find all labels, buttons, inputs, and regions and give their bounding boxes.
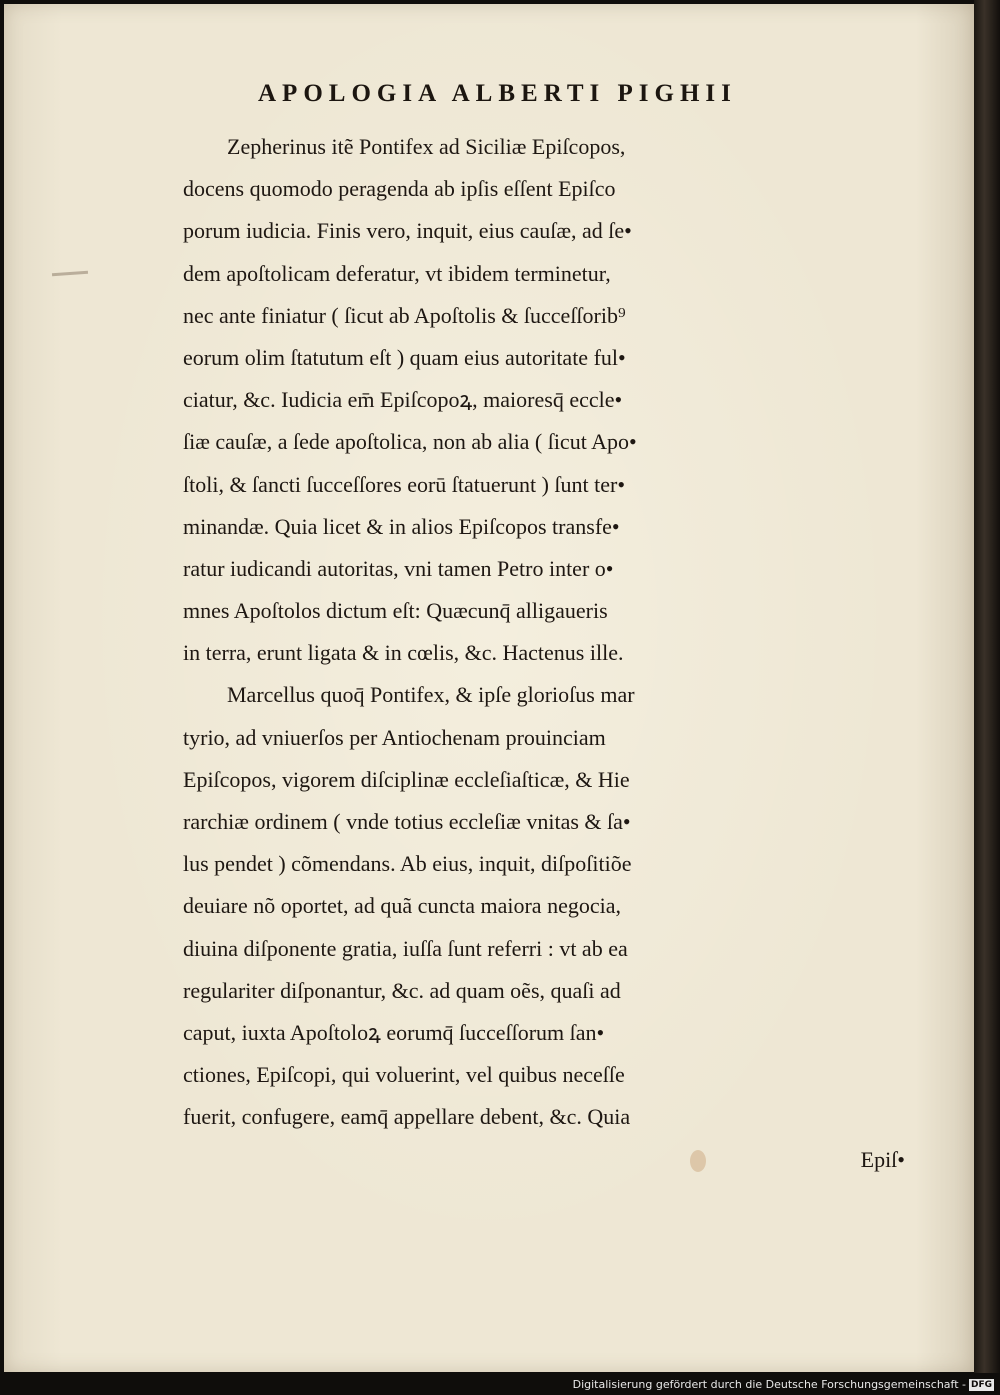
text-line: Epiſcopos, vigorem diſciplinæ eccleſiaſticæ, & Hie	[183, 766, 630, 792]
margin-ink-mark	[52, 271, 88, 277]
text-line: dem apoſtolicam deferatur, vt ibidem terminetur,	[183, 260, 611, 286]
text-line: diuina diſponente gratia, iuſſa ſunt referri : vt ab ea	[183, 935, 628, 961]
text-line: Zepherinus itẽ Pontifex ad Siciliæ Epiſcopos,	[227, 134, 626, 159]
dfg-logo-icon: DFG	[970, 1380, 992, 1390]
catchword: Epiſ•	[860, 1146, 905, 1172]
footer-bar	[0, 1373, 1000, 1395]
running-header: APOLOGIA ALBERTI PIGHII	[258, 80, 737, 107]
text-line: Marcellus quoq̄ Pontifex, & ipſe glorioſus mar	[227, 682, 635, 708]
text-line: fuerit, confugere, eamq̄ appellare debent, &c. Quia	[183, 1104, 631, 1130]
text-line: mnes Apoſtolos dictum eſt: Quæcunq̄ alligaueris	[183, 598, 608, 624]
text-line: eorum olim ſtatutum eſt ) quam eius autoritate ful•	[183, 344, 626, 370]
text-line: ctiones, Epiſcopi, qui voluerint, vel quibus neceſſe	[183, 1062, 625, 1088]
page-text-block	[183, 126, 933, 1181]
text-line: in terra, erunt ligata & in cœlis, &c. Hactenus ille.	[183, 640, 624, 666]
text-line: porum iudicia. Finis vero, inquit, eius cauſæ, ad ſe•	[183, 218, 632, 244]
text-line: docens quomodo peragenda ab ipſis eſſent Epiſco	[183, 176, 616, 202]
text-line: ciatur, &c. Iudicia em̄ Epiſcopoꝝ, maioresq̄ eccle•	[183, 387, 623, 413]
text-line: lus pendet ) cõmendans. Ab eius, inquit, diſpoſitiõe	[183, 851, 632, 877]
text-line: ſtoli, & ſancti ſucceſſores eorū ſtatuerunt ) ſunt ter•	[183, 471, 626, 497]
text-line: minandæ. Quia licet & in alios Epiſcopos transfe•	[183, 513, 620, 539]
text-line: regulariter diſponantur, &c. ad quam oẽs, quaſi ad	[183, 977, 621, 1003]
text-line: ratur iudicandi autoritas, vni tamen Petro inter o•	[183, 555, 614, 581]
text-line: nec ante finiatur ( ſicut ab Apoſtolis & ſucceſſorib⁹	[183, 302, 626, 328]
text-line: tyrio, ad vniuerſos per Antiochenam prouinciam	[183, 724, 606, 750]
text-line: ſiæ cauſæ, a ſede apoſtolica, non ab alia ( ſicut Apo•	[183, 429, 637, 455]
text-line: rarchiæ ordinem ( vnde totius eccleſiæ vnitas & ſa•	[183, 809, 631, 834]
book-spine	[974, 0, 1000, 1395]
footer-credit: Digitalisierung gefördert durch die Deutsche Forschungsgemeinschaft -	[572, 1378, 966, 1391]
text-line: deuiare nõ oportet, ad quã cuncta maiora negocia,	[183, 893, 621, 919]
text-line: caput, iuxta Apoſtoloꝝ eorumq̄ ſucceſſorum ſan•	[183, 1019, 605, 1045]
